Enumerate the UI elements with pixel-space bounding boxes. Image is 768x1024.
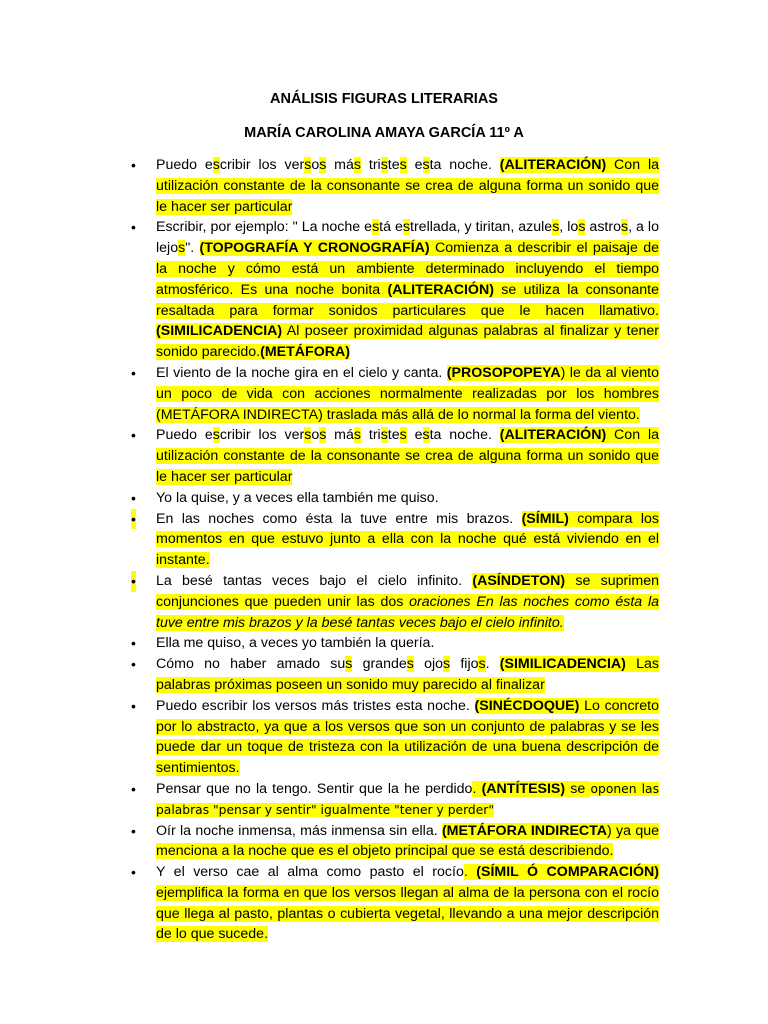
list-item [128,155,659,217]
text-segment: s [353,427,361,444]
text-segment: s [620,219,629,236]
text-segment: s [552,219,560,236]
text-segment: . [463,864,477,881]
text-segment: ". [185,240,200,257]
list-item [128,862,659,945]
text-segment: s [178,240,186,257]
text-segment: Ella me quiso, a veces yo también la quería. [156,635,435,652]
text-segment: o [311,427,320,444]
text-segment: s [345,656,353,673]
list-item [128,571,659,633]
text-segment: El viento de la noche gira en el cielo y canta. [156,364,447,381]
figure-label: (METÁFORA) [260,344,350,361]
text-segment: Oír la noche inmensa, más inmensa sin ella. [156,822,442,839]
text-segment: s [422,157,430,173]
text-segment: compara los momentos en que estuvo junto a ella con la noche qué está viviendo en el instante. [156,510,660,569]
text-segment: Comienza a describir el paisaje de la noche y cómo está un ambiente determinado incluyendo el tiempo atmosférico. Es una noche bonita [156,240,659,298]
text-segment: , a lo lejo [156,219,659,257]
list-item [128,821,659,863]
text-segment: má [326,157,354,173]
figure-label: (ALITERACIÓN) [499,157,607,173]
text-segment: s [380,157,388,173]
text-segment: se utiliza la consonante resaltada para formar sonidos particulares que le hacen llamativo. [156,281,659,319]
list-item [128,779,659,821]
text-segment: s [406,656,414,673]
text-segment: s [399,157,407,173]
text-segment: s [372,219,380,236]
text-segment: Yo la quise, y a veces ella también me quiso. [156,489,439,506]
document-title: ANÁLISIS FIGURAS LITERARIAS [270,91,498,107]
text-segment: grande [352,656,407,673]
text-segment: Las palabras próximas poseen un sonido muy parecido al finalizar [156,656,659,693]
text-segment: ta noche. [429,427,500,444]
text-segment: má [326,427,354,444]
text-segment: Escribir, por ejemplo: " La noche e [156,219,373,236]
text-segment: Al poseer proximidad algunas palabras al finalizar y tener sonido parecido. [156,323,659,361]
figure-label: (SIMILICADENCIA) [499,656,626,673]
text-segment: te [387,427,400,444]
text-segment: s [304,427,312,444]
text-segment: Con la utilización constante de la consonante se crea de alguna forma un sonido que le hacer ser particular [156,157,660,215]
text-segment: s [212,427,220,444]
text-segment: En las noches como ésta la tuve entre mis brazos. [156,510,522,527]
text-segment: s [304,157,312,173]
figure-label: (METÁFORA INDIRECTA [441,822,608,839]
text-segment: oponen las palabras "pensar y sentir" igualmente "tener y perder" [156,781,659,817]
text-segment: tá e [379,219,403,236]
text-segment: s [353,157,361,173]
text-segment: ) ya que menciona a la noche que es el objeto principal que se está describiendo. [156,822,660,860]
text-segment: e [406,157,423,173]
text-segment: tri [361,427,381,444]
text-segment: se [565,780,591,797]
text-segment: , lo [559,219,579,236]
text-segment: s [422,427,430,444]
figure-label: (TOPOGRAFÍA Y CRONOGRAFÍA) [199,240,430,257]
text-segment: oraciones En las noches como ésta la tuve entre mis brazos y la besé tantas veces bajo el cielo infinito. [156,593,659,631]
figure-label: (ALITERACIÓN) [499,427,607,444]
text-segment: Puedo escribir los versos más tristes esta noche. [156,697,475,714]
figure-label: (PROSOPOPEYA [446,364,561,381]
analysis-list [128,155,659,945]
text-segment: Cómo no haber amado su [156,656,346,673]
figure-label: (SÍMIL Ó COMPARACIÓN) [476,864,659,881]
list-item [128,488,659,509]
figure-label: (ALITERACIÓN) [387,281,494,298]
text-segment: tri [361,157,381,173]
text-segment: . [485,656,500,673]
text-segment: Lo concreto por lo abstracto, ya que a los versos que son un conjunto de palabras y se les puede dar un toque de tristeza con la utilización de una buena descripción de sentimientos. [156,697,659,777]
text-segment: . [472,780,482,797]
text-segment: ojo [413,656,444,673]
text-segment: s [212,157,220,173]
text-segment: s [402,219,411,236]
list-item [128,696,659,779]
list-item [128,425,659,487]
text-segment: o [311,157,320,173]
text-segment: Puedo e [156,427,213,444]
text-segment: ) le da al viento un poco de vida con acciones normalmente realizadas por los hombres (METÁFORA INDIRECTA) traslada más allá de lo normal la forma del viento. [156,364,659,423]
text-segment: s [380,427,388,444]
figure-label: (ASÍNDETON) [472,572,566,589]
text-segment: s [443,656,451,673]
text-segment: Pensar que no la tengo. Sentir que la he perdido [156,780,473,797]
list-item [128,509,659,571]
text-segment: fijo [450,656,479,673]
figure-label: (SINÉCDOQUE) [474,697,580,714]
figure-label: (SIMILICADENCIA) [156,323,283,340]
text-segment: te [387,157,400,173]
text-segment: ejemplifica la forma en que los versos llegan al alma de la persona con el rocío que llega al pasto, plantas o cubierta vegetal, llevando a una mejor descripción de lo que sucede. [156,884,659,943]
text-segment: trellada, y tiritan, azule [410,219,553,236]
text-segment: astro [585,219,621,236]
list-item [128,363,659,425]
text-segment: Con la utilización constante de la consonante se crea de alguna forma un sonido que le hacer ser particular [156,427,660,485]
text-segment: s [399,427,407,444]
figure-label: (SÍMIL) [521,510,569,527]
text-segment: La besé tantas veces bajo el cielo infinito. [156,572,473,589]
text-segment: s [319,157,327,173]
text-segment: s [319,427,327,444]
text-segment: ta noche. [429,157,500,173]
text-segment: e [406,427,423,444]
text-segment: s [578,219,586,236]
text-segment: Puedo e [156,157,213,173]
figure-label: (ANTÍTESIS) [481,780,566,797]
list-item [128,654,659,696]
text-segment: cribir los ver [219,157,305,173]
text-segment: cribir los ver [219,427,305,444]
text-segment: s [478,656,486,673]
author-line: MARÍA CAROLINA AMAYA GARCÍA 11º A [244,125,524,141]
list-item [128,217,659,363]
text-segment: se suprimen conjunciones que pueden unir las dos [156,572,659,610]
text-segment: Y el verso cae al alma como pasto el rocío [156,864,464,881]
list-item [128,633,659,654]
